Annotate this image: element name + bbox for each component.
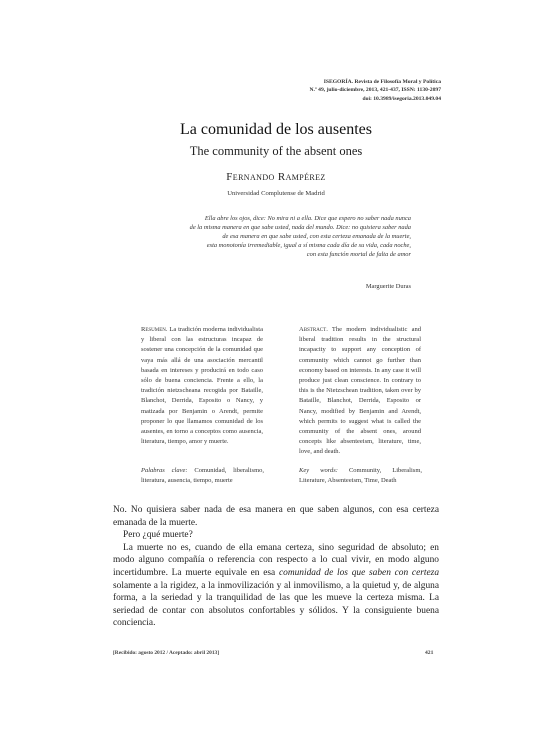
article-title: La comunidad de los ausentes xyxy=(180,121,372,138)
epigraph-line: con esta función mortal de falta de amor xyxy=(306,251,411,258)
body-emphasis: comunidad de los que saben con certeza xyxy=(278,567,440,578)
abstract-english xyxy=(299,325,421,458)
epigraph-line: de esa manera en que sabe usted, con esta certeza emanada de la muerte, xyxy=(222,233,411,240)
journal-doi: doi: 10.3989/isegoria.2013.049.04 xyxy=(362,95,441,102)
page-number: 421 xyxy=(425,650,434,656)
abstract-spanish xyxy=(141,325,263,447)
author-name: Fernando Rampérez xyxy=(226,171,326,183)
epigraph-line: esta monotonía irremediable, igual a sí misma cada día de su vida, cada noche, xyxy=(206,242,411,249)
body-paragraph xyxy=(113,542,439,630)
epigraph-line: de la misma manera en que sabe usted, nada del mundo. Dice: no quisiera saber nada xyxy=(189,224,411,231)
journal-header xyxy=(310,78,442,103)
body-paragraph: No. No quisiera saber nada de esa manera en que saben algunos, con esa certeza emanada de la muerte. xyxy=(113,505,439,528)
abstract-es-label: Resumen. xyxy=(141,326,168,333)
author-affiliation: Universidad Complutense de Madrid xyxy=(227,190,325,197)
epigraph-line: Ella abre los ojos, dice: No mira ni a ella. Dice que espero no saber nada nunca xyxy=(204,215,411,222)
epigraph xyxy=(91,214,411,259)
journal-name: ISEGORÍA. Revista de Filosofía Moral y Política xyxy=(323,79,441,85)
abstract-en-text: The modern individualistic and liberal tradition results in the structural incapacity to support any conception of community which cannot go further than economy based on interests. In any case it will produce just clean conscience. In contrary to this is the Nietzschean tradition, taken over by Bataille, Blanchot, Derrida, Esposito or Nancy, modified by Benjamin and Arendt, which permits to suggest what is called the community of the absent ones, around concepts like absenteeism, literature, time, love, and death. xyxy=(299,326,421,456)
body-text-run: La muerte no es, cuando de ella emana certeza, sino seguridad de absoluto; en modo alguno compañía o referencia con respecto a lo cual vivir, en modo alguno incertidumbre. La muerte equivale en esa xyxy=(113,542,439,578)
keywords-english xyxy=(299,466,422,486)
keywords-es-text: Comunidad, liberalismo, literatura, ausencia, tiempo, muerte xyxy=(141,467,265,485)
body-text xyxy=(113,504,439,630)
keywords-es-label: Palabras clave: xyxy=(141,467,188,474)
abstract-es-text: La tradición moderna individualista y liberal con las estructuras incapaz de sostener una concepción de la comunidad que vaya más allá de una asociación mercantil basada en intereses y producirá en todo caso sólo de buena conciencia. Frente a ello, la tradición nietzscheana recogida por Bataille, Blanchot, Derrida, Esposito o Nancy, y matizada por Benjamin o Arendt, permite proponer lo que llamamos comunidad de los ausentes, en torno a conceptos como ausencia, literatura, tiempo, amor y muerte. xyxy=(141,326,263,446)
abstract-en-label: Abstract. xyxy=(299,326,328,333)
keywords-spanish xyxy=(141,466,264,486)
article-subtitle: The community of the absent ones xyxy=(189,144,363,158)
body-text-run: solamente a la rigidez, a la inmovilización y al inmovilismo, a la quietud y, de alguna forma, a la seriedad y la tranquilidad de las que les mueve la certeza misma. La seriedad de contar con absolutos confortables y sólidos. Y la consiguiente buena conciencia. xyxy=(113,580,439,629)
received-accepted-dates: [Recibido: agosto 2012 / Aceptado: abril 2013] xyxy=(113,650,220,656)
keywords-en-text: Community, Liberalism, Literature, Absenteeism, Time, Death xyxy=(299,467,423,485)
journal-issue: N.º 49, julio-diciembre, 2013, 421-437, ISSN: 1130-2097 xyxy=(309,87,441,94)
keywords-en-label: Key words: xyxy=(299,467,338,474)
body-paragraph: Pero ¿qué muerte? xyxy=(123,530,193,541)
epigraph-author: Marguerite Duras xyxy=(365,283,411,290)
